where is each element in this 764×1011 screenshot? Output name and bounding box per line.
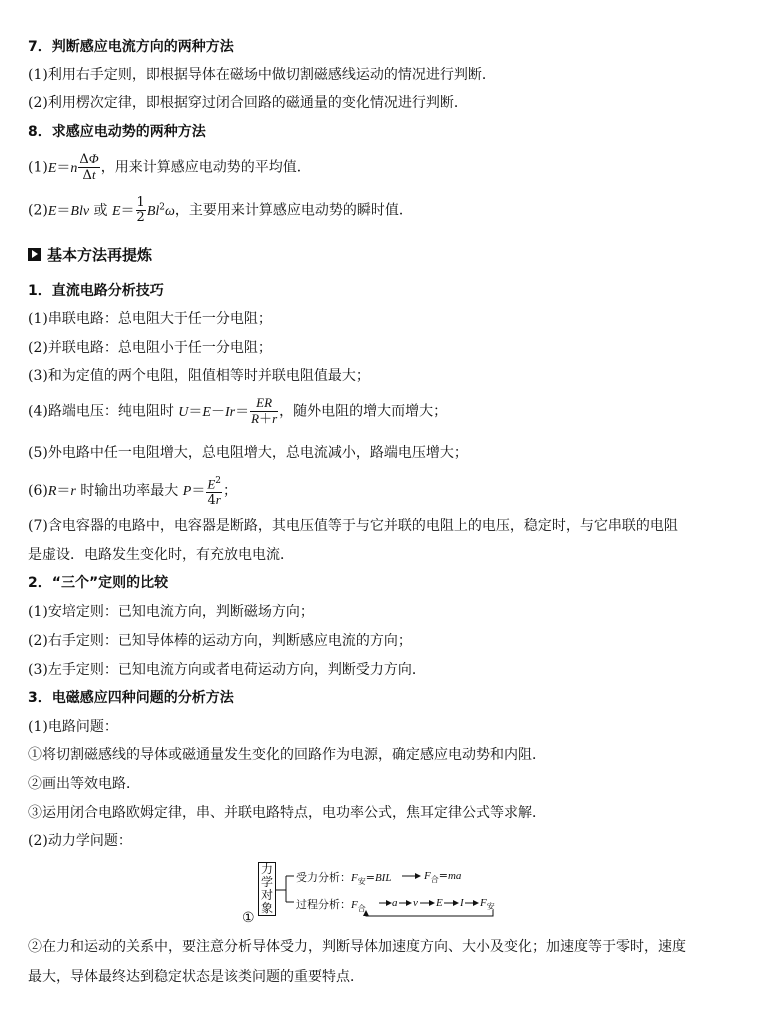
diagram-row2: 过程分析：$F_合$ [296,898,366,914]
box-char: 象 [260,901,273,915]
text-7-2: (2)利用楞次定律，即根据穿过闭合回路的磁通量的变化情况进行判断． [28,95,468,111]
text-m1-7a: (7)含电容器的电路中，电容器是断路，其电压值等于与它并联的电阻上的电压，稳定时，与它串联的电阻 [28,518,678,534]
text-m1-4-prefix: (4)路端电压：纯电阻时 [28,403,179,420]
text-m1-3: (3)和为定值的两个电阻，阻值相等时并联电阻值最大； [28,368,370,384]
text-8-1 [28,152,311,183]
dynamics-flow-diagram [240,860,510,930]
text-m2-2: (2)右手定则：已知导体棒的运动方向，判断感应电流的方向； [28,633,412,649]
row2-label: 过程分析： [296,898,351,911]
heading-8: 8．求感应电动势的两种方法 [28,124,206,140]
box-char: 对 [260,888,273,902]
diagram-e: E [436,897,443,909]
text-8-2-suffix: ，主要用来计算感应电动势的瞬时值． [174,202,413,219]
text-8-2 [28,196,413,225]
diagram-v: v [413,897,418,909]
text-m3-1: (1)电路问题： [28,719,118,735]
text-m1-2: (2)并联电路：总电阻小于任一分电阻； [28,340,272,356]
text-m1-4 [28,396,447,427]
heading-m2: 2．“三个”定则的比较 [28,575,169,591]
text-m2-3: (3)左手定则：已知电流方向或者电荷运动方向，判断受力方向． [28,662,426,678]
formula-emf-average: E＝n $\frac{\Delta\Phi}{\Delta t}$ [47,151,99,183]
formula-emf-instant: E＝Blv 或 E＝ $\frac{1}{2}$ Bl$^2$ω [47,195,175,225]
formula-r-equals: R＝r [47,483,76,500]
formula-max-power: P＝ $\frac{E^2}{4r}$ [182,476,222,509]
text-m1-5: (5)外电路中任一电阻增大，总电阻增大，总电流减小，路端电压增大； [28,445,468,461]
text-7-1: (1)利用右手定则，即根据导体在磁场中做切割磁感线运动的情况进行判断． [28,67,496,83]
text-m1-4-suffix: ，随外电阻的增大而增大； [279,403,448,420]
diagram-row1: 受力分析：$F_安=BIL$ [296,871,392,887]
diagram-row1-result: $F_合=ma$ [424,869,462,885]
box-char: 学 [260,875,273,889]
text-m2-1: (1)安培定则：已知电流方向，判断磁场方向； [28,604,314,620]
heading-m1: 1．直流电路分析技巧 [28,283,164,299]
diagram-circle-number: ① [242,910,255,926]
diagram-f-an: $F_安$ [480,897,495,912]
diagram-i: I [460,897,464,909]
text-8-1-prefix: (1) [28,159,48,176]
heading-m3: 3．电磁感应四种问题的分析方法 [28,690,234,706]
text-m1-6-suffix: ； [223,483,238,500]
text-m3-6b: 最大，导体最终达到稳定状态是该类问题的重要特点． [28,969,364,985]
row1-label: 受力分析： [296,871,351,884]
text-m3-3: ②画出等效电路． [28,776,140,792]
text-m3-6a: ②在力和运动的关系中，要注意分析导体受力，判断导体加速度方向、大小及变化；加速度等于零时，速度 [28,939,686,955]
text-m3-5: (2)动力学问题： [28,833,132,849]
text-m1-6-middle: 时输出功率最大 [75,483,183,500]
text-m1-7b: 是虚设．电路发生变化时，有充放电电流． [28,547,294,563]
section-heading-text: 基本方法再提炼 [47,246,153,264]
box-char: 力 [260,862,273,876]
heading-7: 7．判断感应电流方向的两种方法 [28,39,234,55]
play-triangle-icon [28,248,41,261]
diagram-a: a [392,897,398,909]
text-m1-6 [28,474,237,508]
text-m1-1: (1)串联电路：总电阻大于任一分电阻； [28,311,272,327]
text-8-2-prefix: (2) [28,202,48,219]
formula-terminal-voltage: U＝E－Ir＝ $\frac{ER}{R+r}$ [178,395,278,427]
text-m3-4: ③运用闭合电路欧姆定律，串、并联电路特点，电功率公式，焦耳定律公式等求解． [28,805,546,821]
text-m1-6-prefix: (6) [28,483,48,500]
section-heading [28,246,152,264]
text-8-1-suffix: ，用来计算感应电动势的平均值． [100,159,311,176]
text-m3-2: ①将切割磁感线的导体或磁通量发生变化的回路作为电源，确定感应电动势和内阻． [28,747,546,763]
